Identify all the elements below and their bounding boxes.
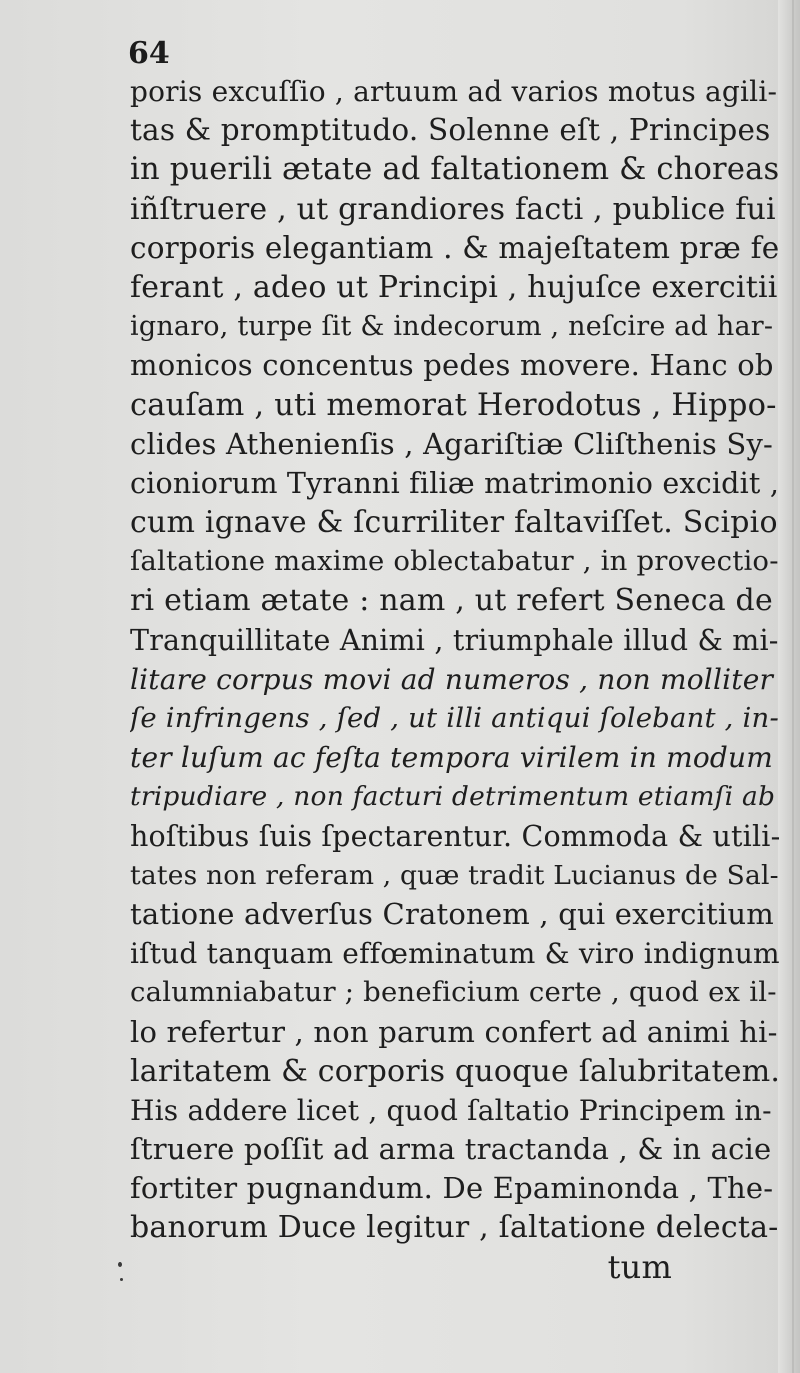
text-line: clides Athenienſis , Agariſtiæ Cliſthenis Sy- — [130, 426, 774, 461]
text-line: tas & promptitudo. Solenne eſt , Principes — [130, 113, 771, 148]
text-line: tatione adverſus Cratonem , qui exercitium — [130, 896, 774, 931]
text-line: ri etiam ætate : nam , ut refert Seneca de — [130, 583, 773, 619]
text-line: laritatem & corporis quoque ſalubritatem. — [130, 1053, 780, 1089]
text-line: tripudiare , non facturi detrimentum etiamſi ab — [130, 781, 776, 813]
text-line: litare corpus movi ad numeros , non molliter — [130, 662, 774, 696]
ink-speck — [118, 1262, 122, 1267]
text-line: ſaltatione maxime oblectabatur , in provectio- — [130, 545, 779, 578]
text-line: ferant , adeo ut Principi , hujuſce exercitii — [130, 269, 778, 305]
text-body — [130, 72, 780, 1287]
text-line: hoſtibus ſuis ſpectarentur. Commoda & utili- — [130, 819, 780, 853]
text-line: cioniorum Tyranni filiæ matrimonio excidit , — [130, 466, 780, 500]
text-line: Tranquillitate Animi , triumphale illud & mi- — [130, 623, 779, 657]
text-line: iñſtruere , ut grandiores facti , publice fui — [130, 191, 776, 227]
text-line: cum ignave & ſcurriliter faltaviſſet. Scipio — [130, 505, 778, 541]
text-line: corporis elegantiam . & majeſtatem præ fe — [130, 230, 780, 265]
gutter-edge — [792, 0, 794, 1373]
ink-speck — [120, 1278, 123, 1281]
text-line: ſe infringens , ſed , ut illi antiqui ſolebant , in- — [130, 702, 779, 734]
text-line: cauſam , uti memorat Herodotus , Hippo- — [130, 387, 777, 423]
text-line: calumniabatur ; beneficium certe , quod ex il- — [130, 976, 777, 1009]
text-line: ſtruere poſſit ad arma tractanda , & in acie — [130, 1132, 772, 1167]
text-line: iſtud tanquam effœminatum & viro indignum — [130, 937, 780, 971]
page-number: 64 — [128, 36, 170, 71]
text-line: tates non referam , quæ tradit Lucianus de Sal- — [130, 859, 779, 891]
page-gutter — [778, 0, 800, 1373]
text-line: poris excuſſio , artuum ad varios motus agili- — [130, 75, 778, 108]
text-line: His addere licet , quod ſaltatio Principem in- — [130, 1093, 772, 1127]
text-line: ter luſum ac feſta tempora virilem in modum — [130, 741, 773, 775]
catchword: tum — [607, 1247, 672, 1286]
text-line: monicos concentus pedes movere. Hanc ob — [130, 348, 774, 383]
text-line: ignaro, turpe ſit & indecorum , neſcire ad har- — [130, 311, 774, 343]
text-line: fortiter pugnandum. De Epaminonda , The- — [130, 1171, 774, 1206]
text-line: in puerili ætate ad faltationem & choreas — [130, 152, 780, 188]
text-line: banorum Duce legitur , ſaltatione delecta- — [130, 1210, 779, 1246]
text-line: lo refertur , non parum confert ad animi hi- — [130, 1014, 778, 1049]
